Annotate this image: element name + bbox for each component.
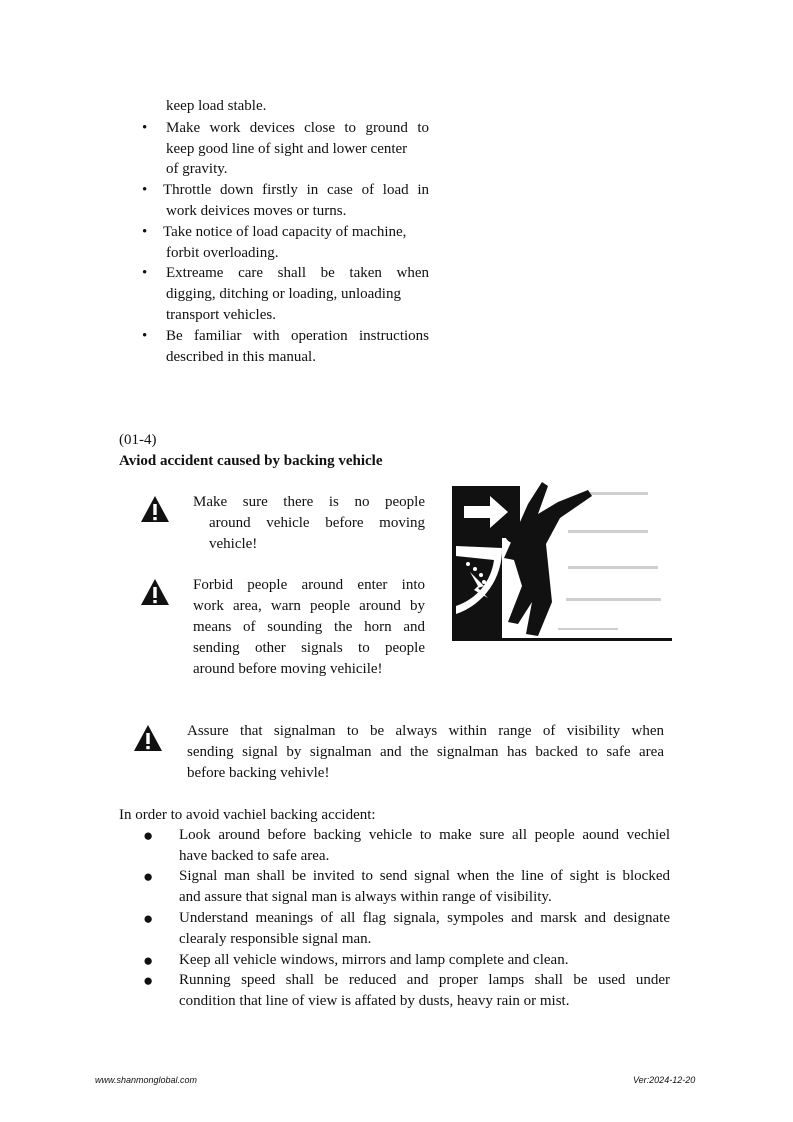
footer-website: www.shanmonglobal.com (95, 1075, 198, 1085)
list-item-line: Be familiar with operation instructions (166, 328, 429, 344)
section-title: Aviod accident caused by backing vehicle (119, 453, 383, 469)
bullet-dot: ● (143, 826, 154, 845)
warning-line: around before moving vehicile! (193, 661, 383, 677)
list-item-line: Throttle down firstly in case of load in (163, 182, 429, 198)
bullet-dot: ● (143, 951, 154, 970)
list-item-line: Extreame care shall be taken when (166, 265, 429, 281)
list-item-line: Running speed shall be reduced and proper lamps shall be used under (179, 972, 670, 988)
warning-triangle-icon (133, 724, 163, 752)
bullet-dot: • (142, 182, 148, 198)
warning-line: work area, warn people around by (193, 598, 425, 614)
list-item-line: clearaly responsible signal man. (179, 931, 372, 947)
bullet-dot: • (142, 224, 148, 240)
list-item-line: Take notice of load capacity of machine, (163, 224, 407, 240)
warning-line: vehicle! (209, 536, 258, 552)
warning-line: sending signal by signalman and the signalman has backed to safe area (187, 744, 664, 760)
bullet-dot: • (142, 328, 148, 344)
list-item-line: condition that line of view is affated by dusts, heavy rain or mist. (179, 993, 570, 1009)
warning-line: means of sounding the horn and (193, 619, 425, 635)
warning-triangle-icon (140, 495, 170, 523)
list-item-line: have backed to safe area. (179, 848, 330, 864)
list-item-line: Make work devices close to ground to (166, 120, 429, 136)
list-item-line: work deivices moves or turns. (166, 203, 347, 219)
bullet-dot: • (142, 120, 148, 136)
warning-line: around vehicle before moving (209, 515, 425, 531)
list-item-line: Understand meanings of all flag signala, sympoles and marsk and designate (179, 910, 670, 926)
list-item-line: forbit overloading. (166, 245, 279, 261)
warning-line: sending other signals to people (193, 640, 425, 656)
warning-line: before backing vehivle! (187, 765, 330, 781)
bullet-dot: • (142, 265, 148, 281)
list-item-line: of gravity. (166, 161, 228, 177)
list-item-line: transport vehicles. (166, 307, 276, 323)
bullet-dot: ● (143, 867, 154, 886)
bullet-dot: ● (143, 971, 154, 990)
avoid-list-intro: In order to avoid vachiel backing accident: (119, 807, 376, 823)
backing-vehicle-hazard-icon (448, 474, 673, 646)
warning-line: Make sure there is no people (193, 494, 425, 510)
list-item-line: Keep all vehicle windows, mirrors and lamp complete and clean. (179, 952, 569, 968)
list-item-line: digging, ditching or loading, unloading (166, 286, 401, 302)
bullet-dot: ● (143, 909, 154, 928)
list-item-line: and assure that signal man is always within range of visibility. (179, 889, 552, 905)
list-item-line: Signal man shall be invited to send signal when the line of sight is blocked (179, 868, 670, 884)
list-item-line: keep good line of sight and lower center (166, 141, 408, 157)
list-item-line: Look around before backing vehicle to make sure all people aound vechiel (179, 827, 670, 843)
warning-triangle-icon (140, 578, 170, 606)
footer-version: Ver:2024-12-20 (633, 1075, 696, 1085)
list-continuation-text: keep load stable. (166, 98, 267, 114)
list-item-line: described in this manual. (166, 349, 316, 365)
section-code: (01-4) (119, 432, 157, 448)
warning-line: Assure that signalman to be always within range of visibility when (187, 723, 664, 739)
warning-line: Forbid people around enter into (193, 577, 425, 593)
